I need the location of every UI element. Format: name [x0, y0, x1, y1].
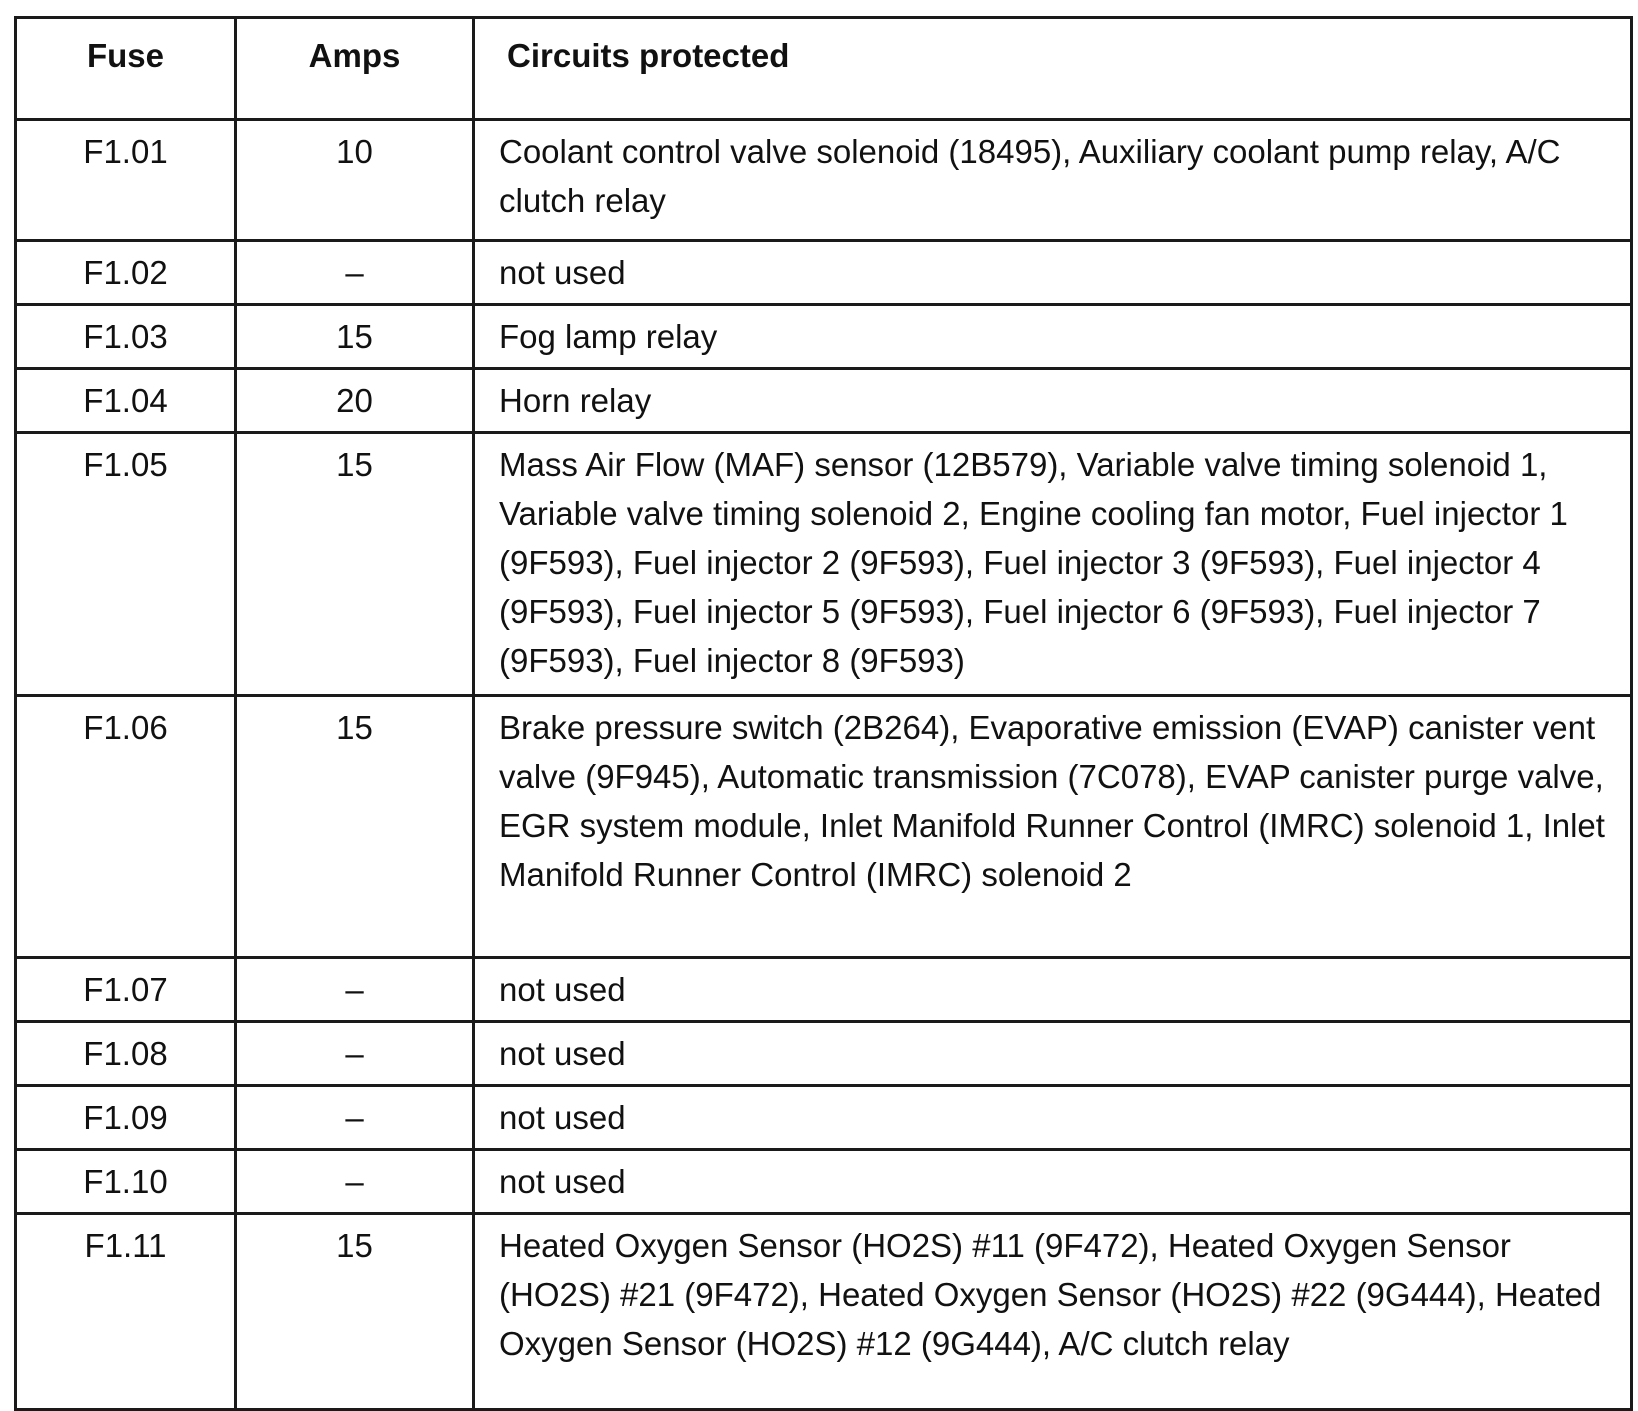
amps-cell: – — [236, 241, 474, 305]
table-row — [16, 1086, 1632, 1150]
amps-cell: 15 — [236, 696, 474, 958]
amps-cell: – — [236, 958, 474, 1022]
table-row — [16, 433, 1632, 696]
table-row — [16, 1022, 1632, 1086]
fuse-cell: F1.11 — [16, 1214, 236, 1410]
amps-cell: 15 — [236, 433, 474, 696]
circuits-cell: not used — [474, 1022, 1632, 1086]
column-header-circuits: Circuits protected — [474, 18, 1632, 120]
fuse-cell: F1.04 — [16, 369, 236, 433]
table-row — [16, 1214, 1632, 1410]
fuse-cell: F1.10 — [16, 1150, 236, 1214]
fuse-cell: F1.01 — [16, 120, 236, 241]
fuse-cell: F1.08 — [16, 1022, 236, 1086]
circuits-cell: Heated Oxygen Sensor (HO2S) #11 (9F472), Heated Oxygen Sensor (HO2S) #21 (9F472), Heated Oxygen Sensor (HO2S) #22 (9G444), Heated Oxygen Sensor (HO2S) #12 (9G444), A/C clutch relay — [474, 1214, 1632, 1410]
circuits-cell: Horn relay — [474, 369, 1632, 433]
header-row — [16, 18, 1632, 120]
table-row — [16, 1150, 1632, 1214]
table-row — [16, 241, 1632, 305]
column-header-amps: Amps — [236, 18, 474, 120]
column-header-fuse: Fuse — [16, 18, 236, 120]
circuits-cell: not used — [474, 1150, 1632, 1214]
fuse-cell: F1.07 — [16, 958, 236, 1022]
table-row — [16, 305, 1632, 369]
circuits-cell: not used — [474, 1086, 1632, 1150]
fuse-table — [14, 16, 1633, 1411]
amps-cell: – — [236, 1086, 474, 1150]
amps-cell: 10 — [236, 120, 474, 241]
circuits-cell: Mass Air Flow (MAF) sensor (12B579), Variable valve timing solenoid 1, Variable valve timing solenoid 2, Engine cooling fan motor, Fuel injector 1 (9F593), Fuel injector 2 (9F593), Fuel injector 3 (9F593), Fuel injector 4 (9F593), Fuel injector 5 (9F593), Fuel injector 6 (9F593), Fuel injector 7 (9F593), Fuel injector 8 (9F593) — [474, 433, 1632, 696]
fuse-cell: F1.09 — [16, 1086, 236, 1150]
fuse-cell: F1.05 — [16, 433, 236, 696]
circuits-cell: not used — [474, 958, 1632, 1022]
table-row — [16, 369, 1632, 433]
fuse-cell: F1.02 — [16, 241, 236, 305]
amps-cell: – — [236, 1022, 474, 1086]
table-row — [16, 958, 1632, 1022]
amps-cell: 15 — [236, 305, 474, 369]
circuits-cell: Coolant control valve solenoid (18495), Auxiliary coolant pump relay, A/C clutch relay — [474, 120, 1632, 241]
amps-cell: 20 — [236, 369, 474, 433]
circuits-cell: Brake pressure switch (2B264), Evaporative emission (EVAP) canister vent valve (9F945), Automatic transmission (7C078), EVAP canister purge valve, EGR system module, Inlet Manifold Runner Control (IMRC) solenoid 1, Inlet Manifold Runner Control (IMRC) solenoid 2 — [474, 696, 1632, 958]
circuits-cell: Fog lamp relay — [474, 305, 1632, 369]
fuse-cell: F1.06 — [16, 696, 236, 958]
circuits-cell: not used — [474, 241, 1632, 305]
table-row — [16, 120, 1632, 241]
fuse-cell: F1.03 — [16, 305, 236, 369]
amps-cell: 15 — [236, 1214, 474, 1410]
amps-cell: – — [236, 1150, 474, 1214]
table-row — [16, 696, 1632, 958]
